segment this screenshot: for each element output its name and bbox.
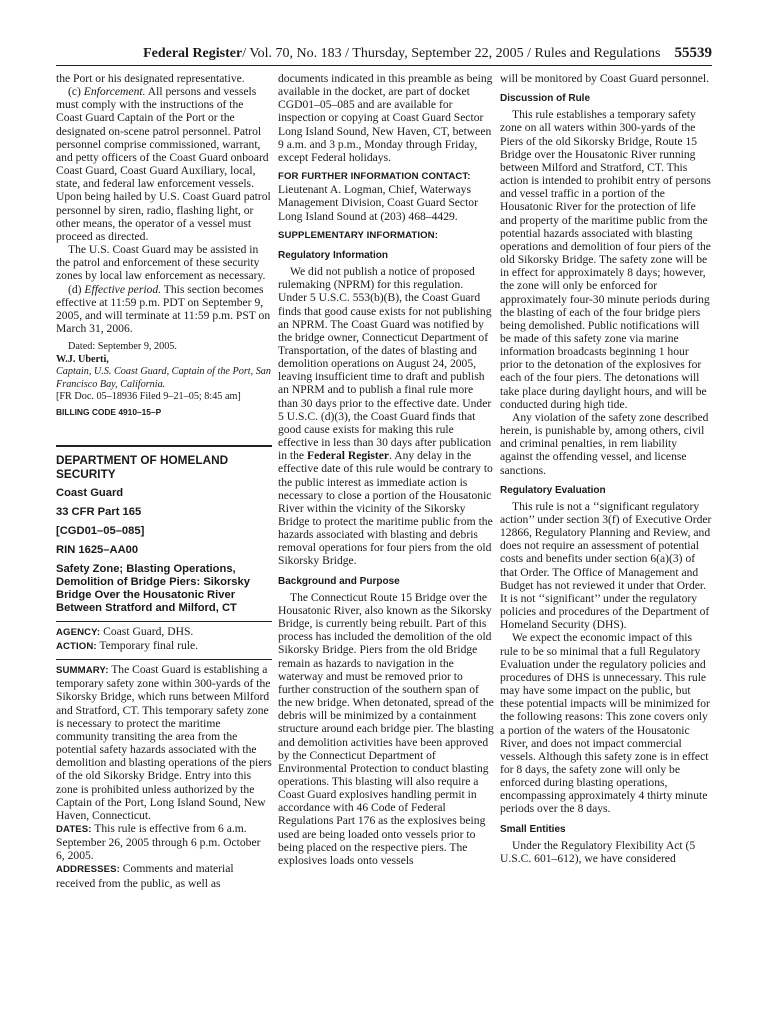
running-header xyxy=(56,38,712,66)
docket-heading: [CGD01–05–085] xyxy=(56,524,145,537)
effective-period-paragraph: (d) Effective period. This section becomes effective at 11:59 p.m. PDT on September 9, 2005, and will terminate at 11:59 p.m. PST on March 31, 2006. xyxy=(56,282,271,335)
rin-heading: RIN 1625–AA00 xyxy=(56,543,139,556)
agency-line: AGENCY: Coast Guard, DHS. xyxy=(56,621,272,639)
violation-text: Any violation of the safety zone described herein, is punishable by, among others, civil and criminal penalties, in rem liability against the offending vessel, and license sanctions. xyxy=(500,410,709,477)
agency-heading: Coast Guard xyxy=(56,486,124,499)
small-entities-heading: Small Entities xyxy=(500,823,566,835)
column-1 xyxy=(56,72,272,890)
small-entities-text: Under the Regulatory Flexibility Act (5 U.S.C. 601–612), we have considered xyxy=(500,838,696,865)
discussion-heading: Discussion of Rule xyxy=(500,93,591,105)
summary-paragraph: SUMMARY: The Coast Guard is establishing a temporary safety zone within 300-yards of the Sikorsky Bridge, which runs between Milford and Stratford, CT. This temporary safety zone is necessary to protect the maritime community transiting the area from the potential safety hazards associated with the demolition and blasting operations of the piers of the old Sikorsky Bridge. Entry into this zone is prohibited unless authorized by the Captain of the Port, Long Island Sound, New Haven, Connecticut. xyxy=(56,659,272,822)
paragraph: The U.S. Coast Guard may be assisted in the patrol and enforcement of these security zones by local law enforcement as necessary. xyxy=(56,243,266,283)
supplementary-label: SUPPLEMENTARY INFORMATION: xyxy=(278,229,439,241)
paragraph: will be monitored by Coast Guard personnel. xyxy=(500,72,709,85)
header-citation xyxy=(143,46,660,62)
action-line: ACTION: Temporary final rule. xyxy=(56,638,199,652)
issue-meta: / Vol. 70, No. 183 / Thursday, September 22, 2005 / Rules and Regulations xyxy=(242,46,661,61)
rule-title: Safety Zone; Blasting Operations, Demolition of Bridge Piers: Sikorsky Bridge Over the Housatonic River Between Stratford and Milford, CT xyxy=(56,562,250,614)
economic-impact-text: We expect the economic impact of this rule to be so minimal that a full Regulatory Evaluation under the regulatory policies and procedures of DHS is unnecessary. This rule may have some impact on the public, but these potential impacts will be minimized for the following reasons: This zone covers only a portion of the waters of the Housatonic River, and does not impact commercial vessels. Although this safety zone is in effect for 8 days, the safety zone will only be enforced during blasting operations, encompassing approximately 4 thirty minute periods over the 8 days. xyxy=(500,631,710,816)
paragraph: documents indicated in this preamble as being available in the docket, are part of docket CGD01–05–085 and are available for inspection or copying at Coast Guard Sector Long Island Sound, New Haven, CT, between 9 a.m. and 3 p.m., Monday through Friday, except Federal holidays. xyxy=(278,72,493,164)
regulatory-information-text: We did not publish a notice of proposed rulemaking (NPRM) for this regulation. Under 5 U.S.C. 553(b)(B), the Coast Guard finds that good cause exists for not publishing an NPRM. The Coast Guard was notified by the bridge owner, Connecticut Department of Transportation, of the dates of blasting and demolition operations on August 24, 2005, leaving insufficient time to draft and publish an NPRM and to publish a final rule more than 30 days prior to the effective date. Under 5 U.S.C. (d)(3), the Coast Guard finds that good cause exists for making this rule effective in less than 30 days after publication in the Federal Register. Any delay in the effective date of this rule would be contrary to the public interest as immediate action is necessary to close a portion of the Housatonic River within the vicinity of the Sikorsky Bridge to protect the maritime public from the hazards associated with blasting and debris removal operations for four piers from the old Sikorsky Bridge. xyxy=(278,265,493,568)
background-text: The Connecticut Route 15 Bridge over the Housatonic River, also known as the Sikorsky Bridge, is currently being rebuilt. Part of this process has included the demolition of the old Sikorsky Bridge. Piers from the old Bridge remain as hazards to navigation in the waterway and must be removed prior to further construction of the southern span of the new bridge. When detonated, spread of the debris will be minimized by a containment structure around each bridge pier. The blasting and demolition activities have been approved by the Connecticut Department of Environmental Protection to conduct blasting operations. This blasting will also require a Coast Guard explosives handling permit in accordance with 46 Code of Federal Regulations Part 176 as the explosives being used are being loaded onto vessels prior to being placed on the respective piers. The explosives loads onto vessels xyxy=(278,590,494,867)
background-heading: Background and Purpose xyxy=(278,575,400,587)
cfr-heading: 33 CFR Part 165 xyxy=(56,505,142,518)
contact-text: Lieutenant A. Logman, Chief, Waterways Management Division, Coast Guard Sector Long Island Sound at (203) 468–4429. xyxy=(278,183,478,223)
addresses-paragraph: ADDRESSES: Comments and material received from the public, as well as xyxy=(56,862,234,890)
dates-paragraph: DATES: This rule is effective from 6 a.m. September 26, 2005 through 6 p.m. October 6, 2005. xyxy=(56,821,261,863)
signer-title: Captain, U.S. Coast Guard, Captain of the Port, San Francisco Bay, California. xyxy=(56,366,271,390)
signer-name: W.J. Uberti, xyxy=(56,353,109,365)
column-2 xyxy=(278,72,494,867)
discussion-text: This rule establishes a temporary safety zone on all waters within 300-yards of the Piers of the old Sikorsky Bridge, Route 15 Bridge over the Housatonic River running between Milford and Stratford, CT. This action is intended to prohibit entry of persons and vessel traffic in a portion of the Housatonic River for the protection of life and property of the maritime public from the potential hazards associated with blasting operations and demolition of four piers of the old Sikorsky Bridge. The safety zone will be in effect for approximately 8 days; however, the zone will only be enforced for approximately four-30 minute periods during the blasting of each of the four bridge piers being demolished. Public notifications will be made of this safety zone via marine information broadcasts beginning 1 hour prior to the detonation of the explosives for each of the four piers. The detonations will take place during daylight hours, and will be conducted during high tide. xyxy=(500,108,711,411)
dated-line: Dated: September 9, 2005. xyxy=(68,341,177,353)
billing-code: BILLING CODE 4910–15–P xyxy=(56,406,162,417)
fr-doc-line: [FR Doc. 05–18936 Filed 9–21–05; 8:45 am] xyxy=(56,391,241,403)
regulatory-evaluation-text: This rule is not a ‘‘significant regulatory action’’ under section 3(f) of Executive Order 12866, Regulatory Planning and Review, and does not require an assessment of potential costs and benefits under section 6(a)(3) of that Order. The Office of Management and Budget has not reviewed it under that Order. It is not ‘‘significant’’ under the regulatory policies and procedures of the Department of Homeland Security (DHS). xyxy=(500,499,712,632)
regulatory-information-heading: Regulatory Information xyxy=(278,249,389,261)
contact-label: FOR FURTHER INFORMATION CONTACT: xyxy=(278,171,471,183)
column-3 xyxy=(500,72,712,865)
enforcement-paragraph: (c) Enforcement. All persons and vessels must comply with the instructions of the Coast Guard Captain of the Port or the designated on-scene patrol personnel. Patrol personnel comprise commissioned, warrant, and petty officers of the Coast Guard onboard Coast Guard, Coast Guard Auxiliary, local, state, and federal law enforcement vessels. Upon being hailed by U.S. Coast Guard patrol personnel by siren, radio, flashing light, or other means, the operator of a vessel must proceed as directed. xyxy=(56,85,271,243)
department-heading: DEPARTMENT OF HOMELAND SECURITY xyxy=(56,445,272,481)
page-number: 55539 xyxy=(674,45,712,61)
regulatory-evaluation-heading: Regulatory Evaluation xyxy=(500,484,606,496)
journal-name: Federal Register xyxy=(143,46,243,61)
paragraph: the Port or his designated representative. xyxy=(56,72,245,85)
